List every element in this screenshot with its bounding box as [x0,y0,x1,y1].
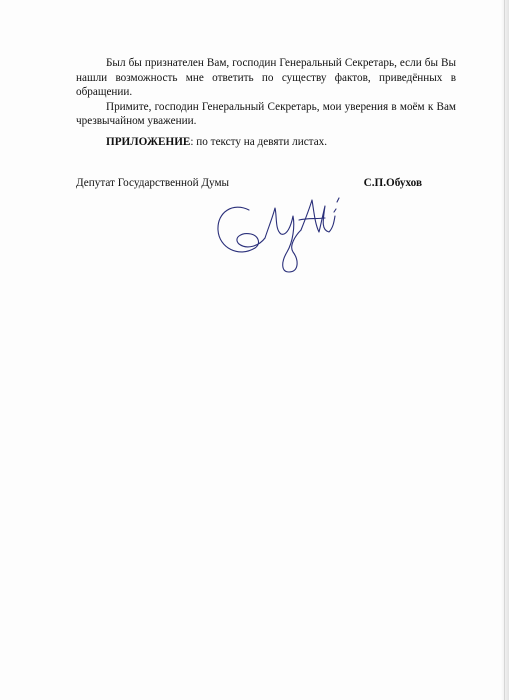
annex-note [106,136,327,148]
closing-paragraph-request: Был бы признателен Вам, господин Генеральный Секретарь, если бы Вы нашли возможность мне ответить по существу фактов, приведённых в обращении. [76,57,456,98]
annex-label: ПРИЛОЖЕНИЕ [106,136,191,148]
page-edge-shadow [501,0,509,700]
signatory-name: С.П.Обухов [363,177,422,189]
signatory-title: Депутат Государственной Думы [76,177,230,189]
letter-body [76,56,456,129]
closing-paragraph-regards: Примите, господин Генеральный Секретарь, мои уверения в моём к Вам чрезвычайном уважении. [76,100,456,127]
annex-text: : по тексту на девяти листах. [190,136,328,148]
handwritten-signature [215,190,345,280]
page-edge-line [504,0,505,700]
